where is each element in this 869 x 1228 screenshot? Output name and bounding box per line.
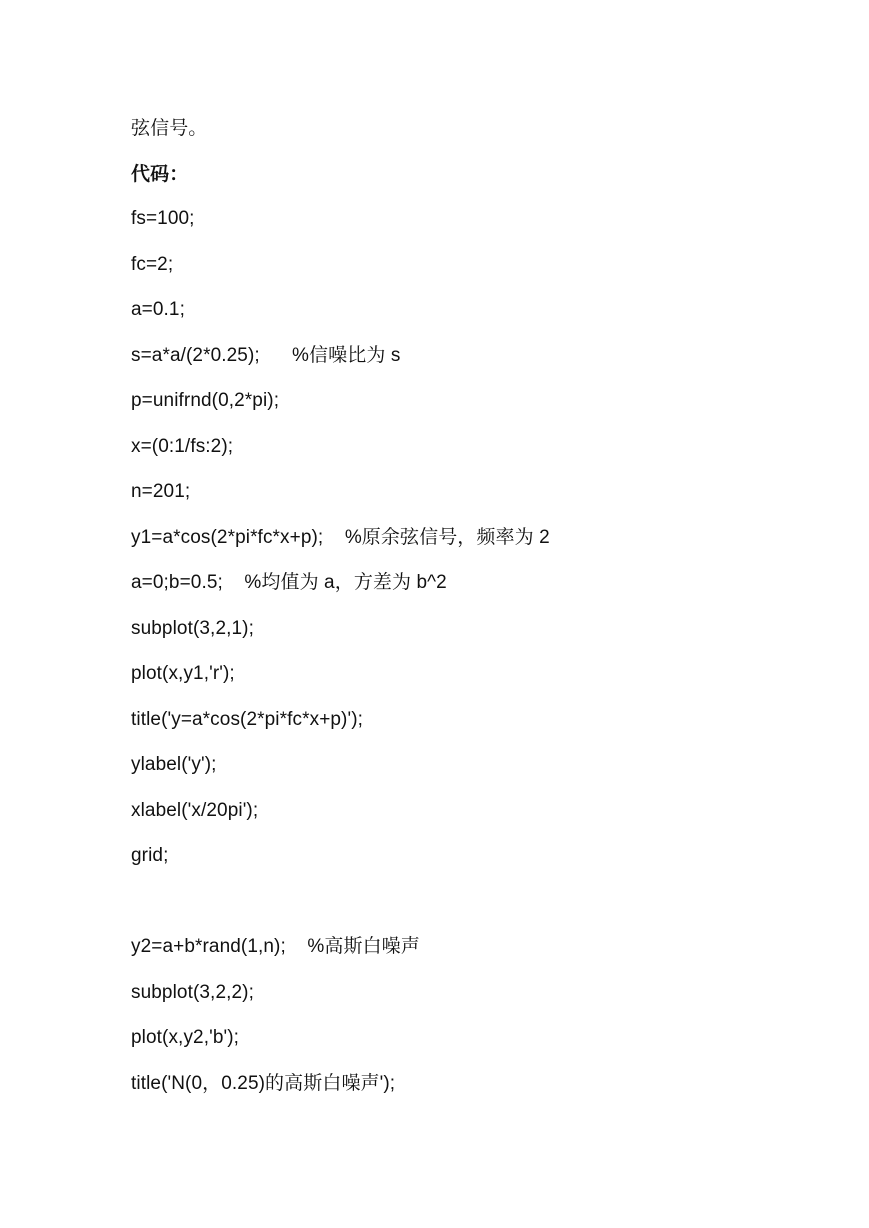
code-line: title('y=a*cos(2*pi*fc*x+p)'); bbox=[131, 709, 364, 730]
code-line: p=unifrnd(0,2*pi); bbox=[131, 390, 280, 411]
code-line: x=(0:1/fs:2); bbox=[131, 436, 234, 457]
code-line: subplot(3,2,1); bbox=[131, 618, 254, 639]
code-line: xlabel('x/20pi'); bbox=[131, 800, 259, 821]
code-line: ylabel('y'); bbox=[131, 754, 217, 775]
code-line: grid; bbox=[131, 845, 169, 866]
code-line: plot(x,y2,'b'); bbox=[131, 1027, 240, 1048]
code-line: subplot(3,2,2); bbox=[131, 982, 254, 1003]
code-line: fs=100; bbox=[131, 208, 195, 229]
code-line: s=a*a/(2*0.25); %信噪比为 s bbox=[131, 345, 401, 366]
code-line: a=0.1; bbox=[131, 299, 185, 320]
code-line: fc=2; bbox=[131, 254, 174, 275]
code-line: y2=a+b*rand(1,n); %高斯白噪声 bbox=[131, 936, 420, 957]
code-line: y1=a*cos(2*pi*fc*x+p); %原余弦信号，频率为 2 bbox=[131, 527, 550, 548]
code-line: title('N(0，0.25)的高斯白噪声'); bbox=[131, 1073, 396, 1094]
intro-text: 弦信号。 bbox=[131, 117, 208, 139]
code-line: n=201; bbox=[131, 481, 191, 502]
code-heading: 代码： bbox=[131, 163, 189, 185]
code-line: a=0;b=0.5; %均值为 a，方差为 b^2 bbox=[131, 572, 447, 593]
code-line: plot(x,y1,'r'); bbox=[131, 663, 235, 684]
